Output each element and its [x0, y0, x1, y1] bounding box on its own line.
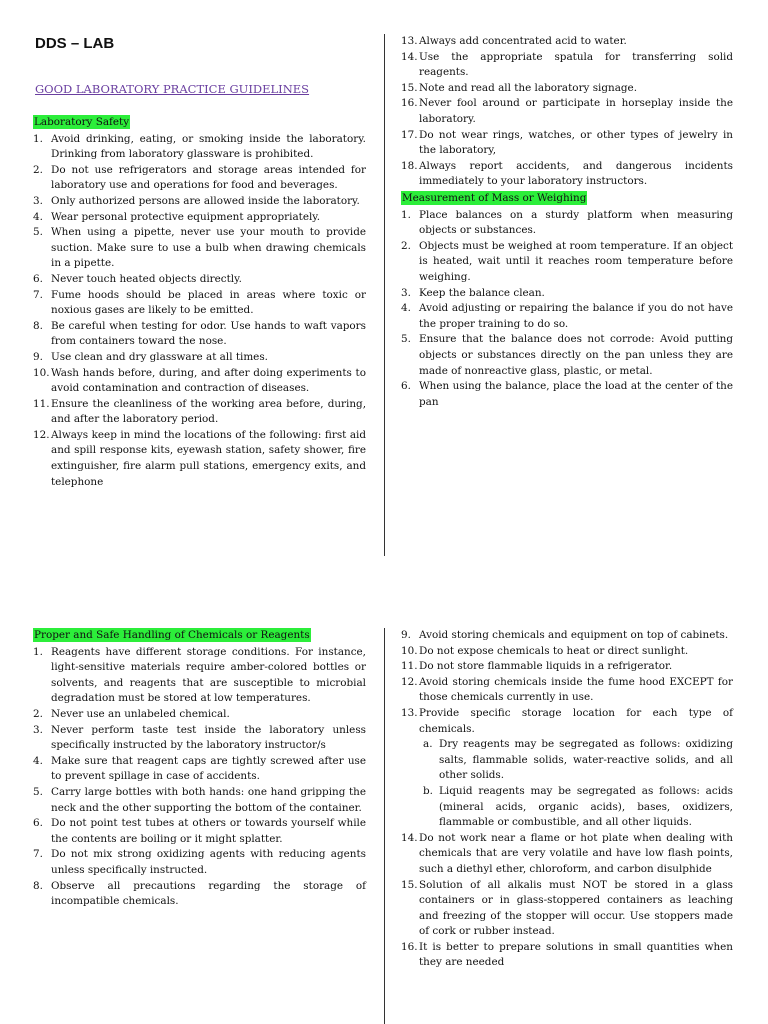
list-item	[401, 644, 733, 660]
list-item	[33, 428, 366, 490]
list-item	[401, 128, 733, 159]
list-item	[401, 379, 733, 410]
list-item-text: Carry large bottles with both hands: one hand gripping the neck and the other supporting the bottom of the container.	[51, 785, 366, 814]
guidelines-title: GOOD LABORATORY PRACTICE GUIDELINES	[35, 82, 310, 96]
document-title: DDS – LAB	[35, 35, 115, 52]
chemicals-continued	[401, 628, 733, 971]
list-item-number: 6.	[33, 817, 43, 830]
list-item	[33, 210, 366, 226]
lab-safety-heading: Laboratory Safety	[34, 116, 130, 128]
list-item-number: 5.	[401, 333, 411, 346]
list-item-text: Liquid reagents may be segregated as follows: acids (mineral acids, organic acids), bases, oxidizers, flammable or combustible, and all other liquids.	[439, 784, 733, 829]
mass-weighing-heading: Measurement of Mass or Weighing	[402, 192, 587, 204]
list-item-number: 1.	[33, 645, 43, 658]
list-item	[401, 659, 733, 675]
list-item-number: 1.	[33, 132, 43, 145]
list-item-number: 11.	[33, 397, 50, 410]
list-item-text: Always add concentrated acid to water.	[419, 35, 627, 47]
list-item	[33, 366, 366, 397]
list-item	[33, 816, 366, 847]
list-item-text: Always report accidents, and dangerous incidents immediately to your laboratory instructors.	[419, 159, 733, 188]
list-item-text: Avoid adjusting or repairing the balance if you do not have the proper training to do so.	[419, 302, 733, 330]
list-item	[33, 225, 366, 272]
list-item	[33, 847, 366, 878]
list-item-number: 7.	[33, 848, 43, 861]
lab-safety-list	[33, 132, 366, 491]
list-item-number: 2.	[33, 707, 43, 720]
chemicals-section	[33, 628, 366, 910]
lab-safety-list-continued	[401, 34, 733, 190]
list-item-number: 8.	[33, 319, 43, 332]
column-divider-bottom	[384, 628, 385, 1024]
list-item	[419, 737, 733, 784]
list-item-text: Never fool around or participate in horseplay inside the laboratory.	[419, 97, 733, 125]
list-item-number: 13.	[401, 706, 418, 719]
list-item-text: Use clean and dry glassware at all times.	[51, 350, 268, 363]
list-item-number: 10.	[401, 644, 418, 657]
list-item-number: 4.	[33, 754, 43, 767]
list-item-number: 16.	[401, 97, 418, 110]
list-item-number: 7.	[33, 288, 43, 301]
list-item-text: Wear personal protective equipment appropriately.	[51, 210, 321, 223]
list-item	[419, 784, 733, 831]
list-item-text: When using a pipette, never use your mouth to provide suction. Make sure to use a bulb when drawing chemicals in a pipette.	[51, 226, 366, 270]
list-item-number: 6.	[401, 380, 411, 393]
list-item	[33, 754, 366, 785]
list-item	[401, 878, 733, 940]
list-item-text: Never perform taste test inside the laboratory unless specifically instructed by the laboratory instructor/s	[51, 723, 366, 752]
list-item-text: Keep the balance clean.	[419, 286, 545, 299]
list-item	[33, 163, 366, 194]
list-item-number: 9.	[401, 629, 411, 641]
list-item-text: Never touch heated objects directly.	[51, 272, 242, 285]
lab-safety-continued	[401, 34, 733, 190]
list-item-text: Do not store flammable liquids in a refrigerator.	[419, 660, 673, 673]
list-item-text: Never use an unlabeled chemical.	[51, 707, 230, 720]
list-item-text: Note and read all the laboratory signage.	[419, 81, 638, 94]
list-item-text: Make sure that reagent caps are tightly screwed after use to prevent spillage in case of accidents.	[51, 754, 366, 783]
list-item	[33, 288, 366, 319]
list-item-text: Do not use refrigerators and storage areas intended for laboratory use and operations for food and beverages.	[51, 163, 366, 192]
mass-weighing-list	[401, 208, 733, 411]
list-item-text: Do not wear rings, watches, or other types of jewelry in the laboratory,	[419, 128, 733, 157]
list-item	[401, 286, 733, 302]
list-item	[33, 785, 366, 816]
list-item	[33, 879, 366, 910]
list-item-number: 3.	[33, 194, 43, 207]
list-item-text: Observe all precautions regarding the storage of incompatible chemicals.	[51, 879, 366, 908]
list-item	[401, 239, 733, 286]
list-item-number: 5.	[33, 226, 43, 239]
list-item-text: Reagents have different storage conditions. For instance, light-sensitive materials require amber-colored bottles or solvents, and reagents that are susceptible to microbial degradation must be stored at low temperatures.	[51, 645, 366, 705]
list-item-number: 16.	[401, 940, 418, 953]
list-item-number: 15.	[401, 81, 418, 94]
list-item-number: 2.	[33, 163, 43, 176]
list-item-number: 9.	[33, 350, 43, 363]
list-item	[33, 645, 366, 707]
list-item-number: 2.	[401, 239, 411, 252]
list-item	[401, 81, 733, 97]
list-item-text: It is better to prepare solutions in small quantities when they are needed	[419, 940, 733, 969]
list-item	[33, 707, 366, 723]
storage-sublist	[419, 737, 733, 831]
list-item	[401, 50, 733, 81]
list-item-number: 18.	[401, 159, 418, 172]
list-item-number: 15.	[401, 878, 418, 891]
list-item-number: 4.	[401, 302, 411, 315]
list-item-number: 14.	[401, 831, 418, 844]
list-item-text: When using the balance, place the load at the center of the pan	[419, 380, 733, 408]
list-item-number: 14.	[401, 50, 418, 63]
list-item-text: Use the appropriate spatula for transferring solid reagents.	[419, 50, 733, 79]
list-item-number: 11.	[401, 660, 418, 673]
list-item-number: 3.	[33, 723, 43, 736]
list-item	[401, 675, 733, 706]
list-item-number: 12.	[401, 675, 418, 688]
chemicals-list-final	[401, 831, 733, 971]
list-item	[33, 723, 366, 754]
list-item-text: Avoid drinking, eating, or smoking inside the laboratory. Drinking from laboratory glassware is prohibited.	[51, 132, 366, 161]
chemicals-list	[33, 645, 366, 910]
list-item-number: 1.	[401, 208, 411, 221]
lab-safety-section	[33, 115, 366, 490]
list-item-text: Do not expose chemicals to heat or direct sunlight.	[419, 644, 689, 657]
list-item	[33, 194, 366, 210]
list-item	[401, 706, 733, 737]
list-item	[401, 301, 733, 332]
list-item-text: Do not mix strong oxidizing agents with reducing agents unless specifically instructed.	[51, 848, 366, 876]
list-item-number: 17.	[401, 128, 418, 141]
list-item-text: Ensure that the balance does not corrode: Avoid putting objects or substances directly on the pan unless they are made of nonreactive glass, plastic, or metal.	[419, 333, 733, 377]
list-item-text: Wash hands before, during, and after doing experiments to avoid contamination and contraction of diseases.	[51, 366, 366, 395]
list-item-text: Place balances on a sturdy platform when measuring objects or substances.	[419, 208, 733, 237]
chemicals-list-continued	[401, 628, 733, 737]
list-item-number: 5.	[33, 785, 43, 798]
list-item-number: 4.	[33, 210, 43, 223]
list-item-text: Dry reagents may be segregated as follows: oxidizing salts, flammable solids, water-reactive solids, and all other solids.	[439, 738, 733, 782]
list-item-text: Avoid storing chemicals inside the fume hood EXCEPT for those chemicals currently in use.	[419, 675, 733, 704]
list-item	[33, 272, 366, 288]
list-item-text: Avoid storing chemicals and equipment on top of cabinets.	[419, 629, 729, 641]
list-item-number: 10.	[33, 366, 50, 379]
list-item	[401, 628, 733, 644]
list-item	[33, 397, 366, 428]
mass-weighing-section	[401, 191, 733, 410]
list-item-text: Objects must be weighed at room temperature. If an object is heated, wait until it reaches room temperature before weighing.	[419, 239, 733, 283]
list-item-number: 6.	[33, 272, 43, 285]
list-item	[33, 132, 366, 163]
list-item-text: Provide specific storage location for each type of chemicals.	[419, 706, 733, 735]
chemicals-heading: Proper and Safe Handling of Chemicals or Reagents	[34, 629, 310, 641]
list-item-number: a.	[423, 738, 433, 751]
list-item-text: Ensure the cleanliness of the working area before, during, and after the laboratory period.	[51, 397, 366, 426]
list-item-number: 12.	[33, 428, 50, 441]
list-item	[33, 350, 366, 366]
list-item	[401, 831, 733, 878]
list-item-text: Be careful when testing for odor. Use hands to waft vapors from containers toward the nose.	[51, 319, 366, 348]
column-divider-top	[384, 34, 385, 556]
list-item	[401, 940, 733, 971]
list-item	[401, 159, 733, 190]
list-item-text: Fume hoods should be placed in areas where toxic or noxious gases are likely to be emitted.	[51, 288, 366, 317]
list-item	[401, 208, 733, 239]
list-item-text: Only authorized persons are allowed inside the laboratory.	[51, 194, 360, 207]
list-item-number: 3.	[401, 286, 411, 299]
list-item	[401, 332, 733, 379]
list-item-text: Always keep in mind the locations of the following: first aid and spill response kits, eyewash station, safety shower, fire extinguisher, fire alarm pull stations, emergency exits, and telephone	[51, 428, 366, 488]
list-item-number: 13.	[401, 35, 418, 47]
list-item	[33, 319, 366, 350]
list-item-text: Do not work near a flame or hot plate when dealing with chemicals that are very volatile and have low flash points, such a diethyl ether, chloroform, and carbon disulphide	[419, 831, 733, 875]
list-item-number: b.	[423, 784, 433, 797]
list-item	[401, 96, 733, 127]
list-item-text: Do not point test tubes at others or towards yourself while the contents are boiling or it might splatter.	[51, 817, 366, 845]
list-item-number: 8.	[33, 879, 43, 892]
list-item-text: Solution of all alkalis must NOT be stored in a glass containers or in glass-stoppered containers as leaching and freezing of the stopper will occur. Use stoppers made of cork or rubber instead.	[419, 878, 733, 938]
list-item	[401, 34, 733, 50]
